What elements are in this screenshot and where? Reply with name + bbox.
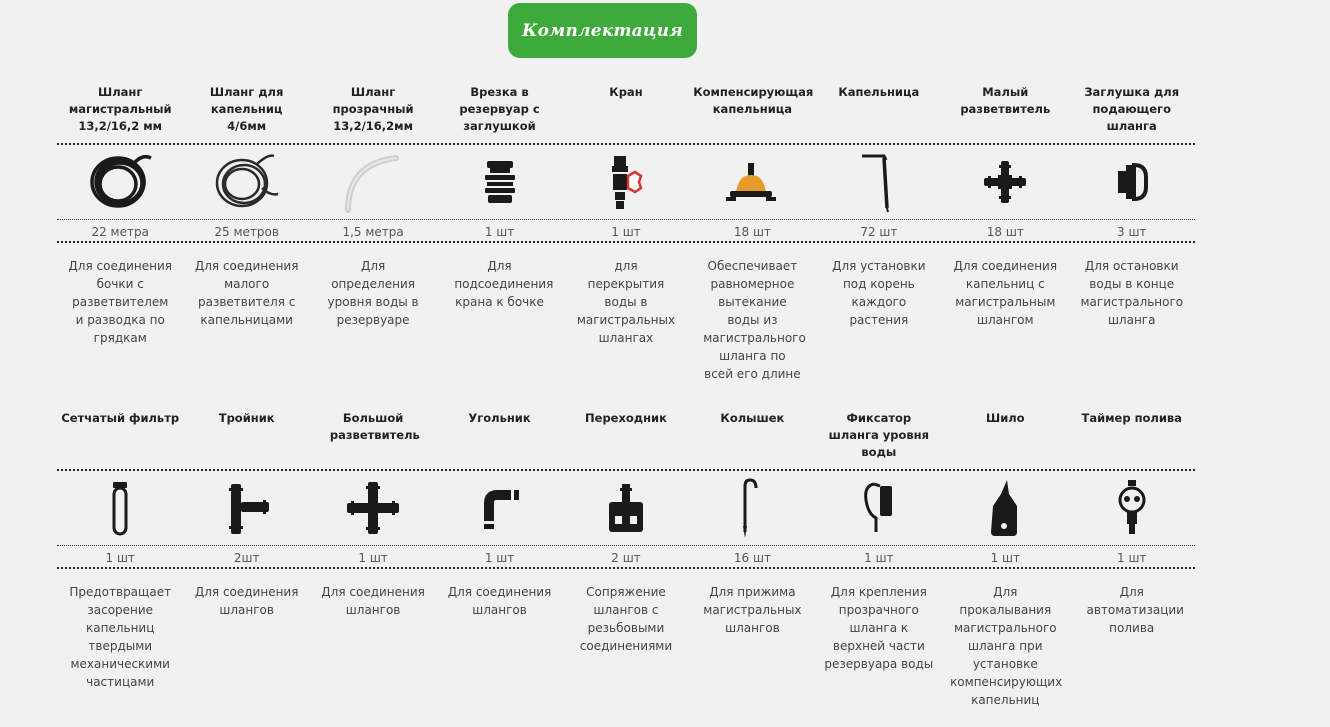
item-name: Шланг прозрачный 13,2/16,2мм bbox=[332, 85, 414, 133]
item-name: Большой разветвитель bbox=[329, 411, 420, 442]
item-quantity: 72 шт bbox=[860, 225, 898, 239]
item-description: Для прижима магистральных шлангов bbox=[703, 585, 802, 635]
item-quantity: 1 шт bbox=[484, 551, 515, 565]
item-description: Для соединения шлангов bbox=[321, 585, 425, 617]
transparent-hose-icon bbox=[310, 147, 436, 217]
dripper-icon bbox=[816, 147, 942, 217]
elbow-icon bbox=[436, 473, 562, 543]
awl-icon bbox=[942, 473, 1068, 543]
item-name: Угольник bbox=[468, 411, 531, 425]
tee-icon bbox=[183, 473, 309, 543]
compensating-dripper-icon bbox=[689, 147, 815, 217]
item-name: Тройник bbox=[218, 411, 275, 425]
item-name: Шланг магистральный 13,2/16,2 мм bbox=[68, 85, 172, 133]
item-description: Для соединения бочки с разветвителем и разводка по грядкам bbox=[68, 259, 173, 345]
item-description: Обеспечивает равномерное вытекание воды из магистрального шланга по всей его длине bbox=[703, 259, 806, 381]
item-quantity: 18 шт bbox=[733, 225, 771, 239]
item-description: Для подсоединения крана к бочке bbox=[454, 259, 554, 309]
small-hose-icon bbox=[183, 147, 309, 217]
tank-insert-icon bbox=[436, 147, 562, 217]
item-description: Сопряжение шлангов с резьбовыми соединениями bbox=[579, 585, 673, 653]
item-description: Для соединения шлангов bbox=[194, 585, 299, 617]
dotted-divider bbox=[57, 241, 1195, 243]
item-description: Для соединения малого разветвителя с капельницами bbox=[194, 259, 299, 327]
item-description: Для крепления прозрачного шланга к верхней части резервуара воды bbox=[824, 585, 934, 671]
item-name: Врезка в резервуар с заглушкой bbox=[459, 85, 540, 133]
item-quantity: 1 шт bbox=[864, 551, 894, 565]
header-title-button[interactable]: Комплектация bbox=[508, 3, 697, 58]
item-description: Для автоматизации полива bbox=[1086, 585, 1184, 635]
stake-icon bbox=[689, 473, 815, 543]
item-description: для перекрытия воды в магистральных шлангах bbox=[576, 259, 676, 345]
item-quantity: 1,5 метра bbox=[342, 225, 404, 239]
item-quantity: 1 шт bbox=[105, 551, 135, 565]
item-quantity: 1 шт bbox=[611, 225, 641, 239]
item-quantity: 2шт bbox=[233, 551, 260, 565]
cross-splitter-icon bbox=[310, 473, 436, 543]
adapter-icon bbox=[563, 473, 689, 543]
dotted-divider bbox=[57, 143, 1195, 145]
dotted-divider bbox=[57, 567, 1195, 569]
item-description: Предотвращает засорение капельниц твердыми механическими частицами bbox=[69, 585, 172, 689]
item-quantity: 22 метра bbox=[91, 225, 149, 239]
item-description: Для определения уровня воды в резервуаре bbox=[327, 259, 419, 327]
item-quantity: 18 шт bbox=[986, 225, 1024, 239]
item-quantity: 1 шт bbox=[484, 225, 515, 239]
mesh-filter-icon bbox=[57, 473, 183, 543]
dotted-divider bbox=[57, 545, 1195, 546]
item-name: Колышек bbox=[720, 411, 785, 425]
item-quantity: 1 шт bbox=[1117, 551, 1147, 565]
item-quantity: 3 шт bbox=[1117, 225, 1147, 239]
dotted-divider bbox=[57, 219, 1195, 220]
item-name: Таймер полива bbox=[1081, 411, 1182, 425]
hose-plug-icon bbox=[1069, 147, 1195, 217]
item-name: Заглушка для подающего шланга bbox=[1084, 85, 1180, 133]
item-quantity: 25 метров bbox=[214, 225, 279, 239]
item-description: Для остановки воды в конце магистрального шланга bbox=[1080, 259, 1184, 327]
item-quantity: 1 шт bbox=[358, 551, 388, 565]
item-description: Для соединения капельниц с магистральным шлангом bbox=[953, 259, 1058, 327]
item-name: Компенсирующая капельница bbox=[693, 85, 814, 116]
small-splitter-icon bbox=[942, 147, 1068, 217]
item-description: Для прокалывания магистрального шланга при установке компенсирующих капельниц bbox=[950, 585, 1063, 707]
item-name: Шило bbox=[985, 411, 1025, 425]
item-name: Сетчатый фильтр bbox=[61, 411, 180, 425]
item-name: Малый разветвитель bbox=[960, 85, 1051, 116]
item-name: Кран bbox=[609, 85, 643, 99]
item-name: Шланг для капельниц 4/6мм bbox=[209, 85, 284, 133]
item-quantity: 16 шт bbox=[733, 551, 771, 565]
item-name: Фиксатор шланга уровня воды bbox=[828, 411, 930, 459]
hose-clamp-icon bbox=[816, 473, 942, 543]
valve-icon bbox=[563, 147, 689, 217]
item-quantity: 2 шт bbox=[611, 551, 641, 565]
dotted-divider bbox=[57, 469, 1195, 471]
item-name: Переходник bbox=[585, 411, 667, 425]
timer-icon bbox=[1069, 473, 1195, 543]
item-description: Для соединения шлангов bbox=[447, 585, 552, 617]
item-name: Капельница bbox=[838, 85, 920, 99]
coiled-hose-icon bbox=[57, 147, 183, 217]
item-quantity: 1 шт bbox=[990, 551, 1020, 565]
item-description: Для установки под корень каждого растения bbox=[832, 259, 926, 327]
